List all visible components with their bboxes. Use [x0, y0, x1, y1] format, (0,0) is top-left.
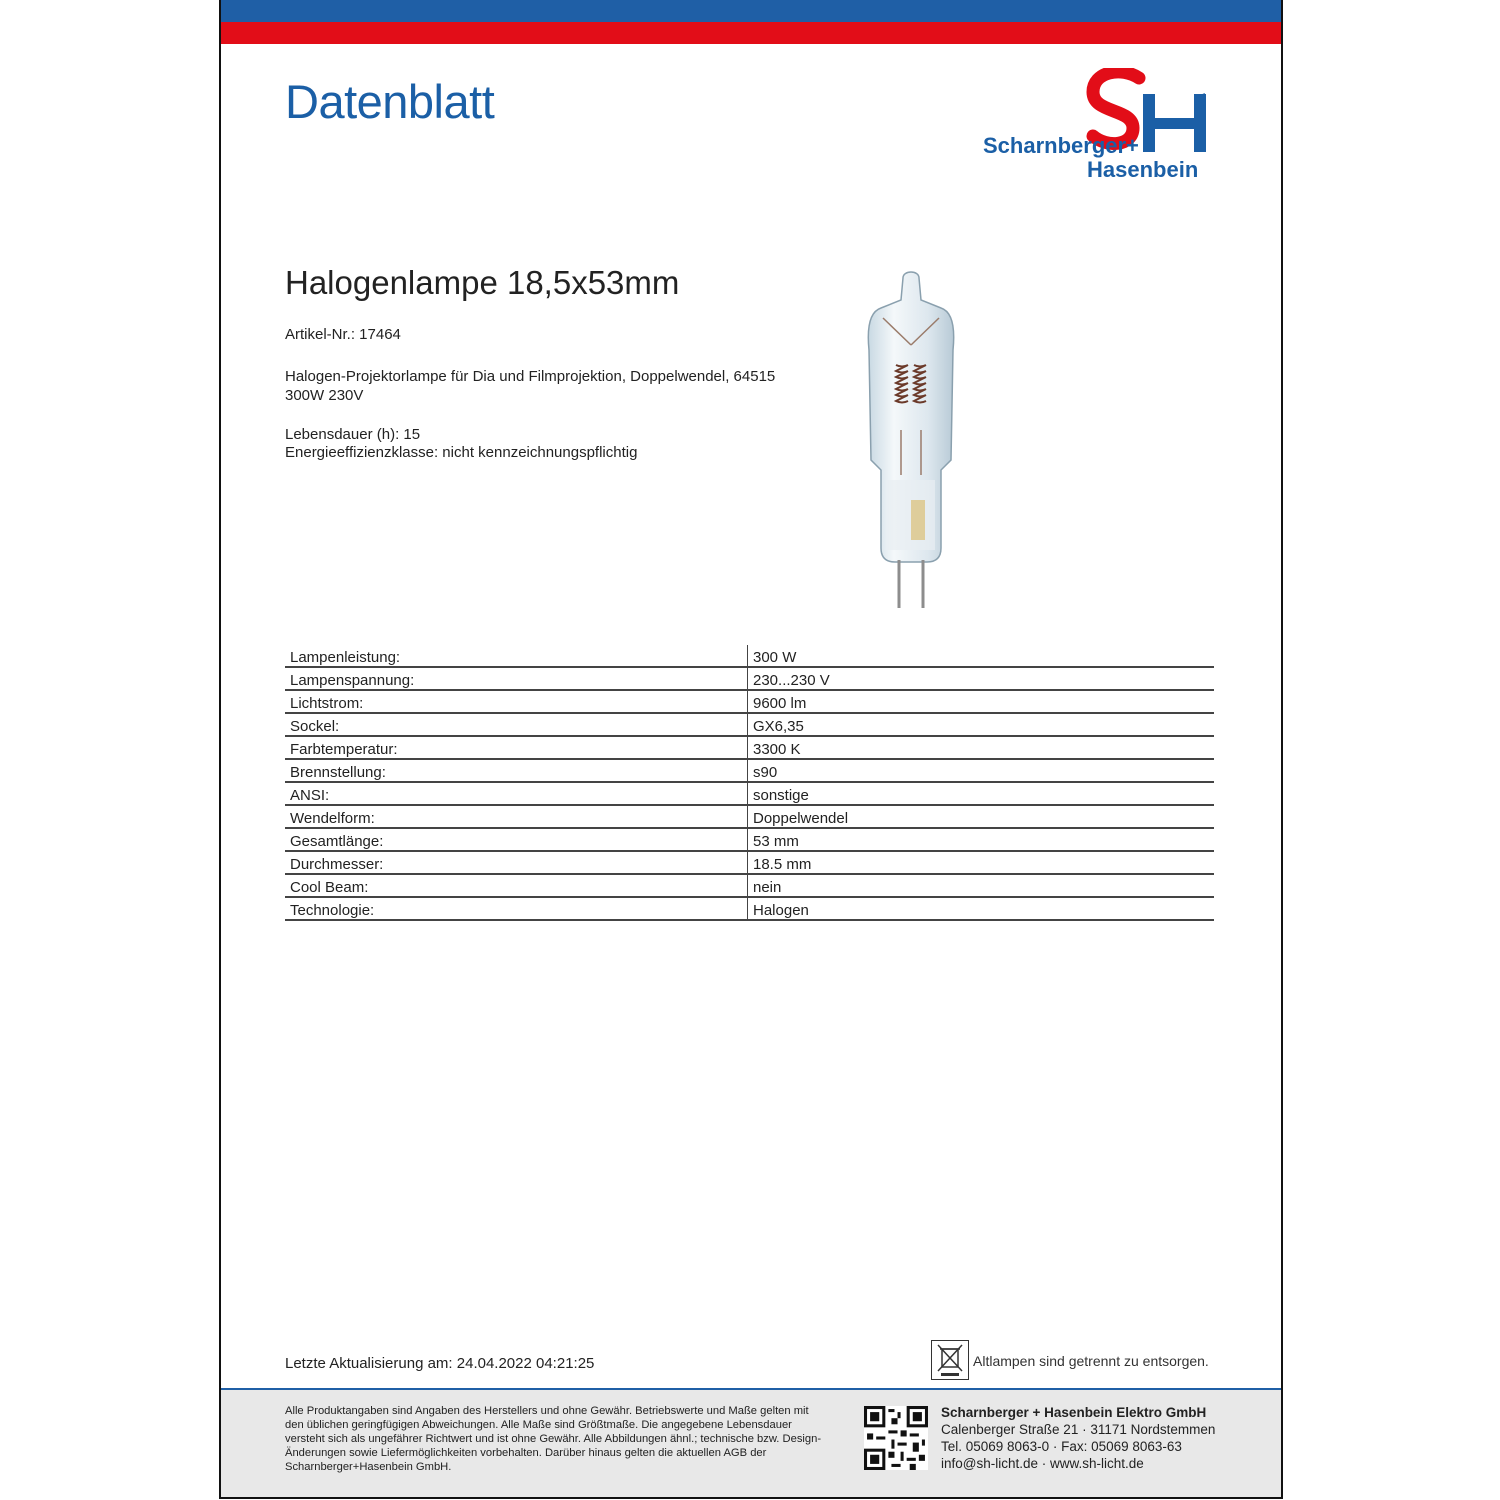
spec-value: 230...230 V [748, 667, 1215, 690]
last-updated: Letzte Aktualisierung am: 24.04.2022 04:21:25 [285, 1355, 595, 1372]
spec-row [285, 690, 1214, 713]
spec-row [285, 782, 1214, 805]
spec-value: 300 W [748, 645, 1215, 667]
spec-row [285, 759, 1214, 782]
lifetime-text: Lebensdauer (h): 15 [285, 426, 421, 443]
page-title: Datenblatt [285, 75, 495, 128]
spec-row [285, 667, 1214, 690]
product-attributes [285, 426, 637, 462]
logo-name-line2: Hasenbein [1087, 157, 1199, 182]
spec-label: Gesamtlänge: [285, 828, 748, 851]
spec-row [285, 713, 1214, 736]
article-number: Artikel-Nr.: 17464 [285, 326, 401, 343]
datasheet-page [219, 0, 1283, 1499]
spec-label: Sockel: [285, 713, 748, 736]
footer [221, 1388, 1281, 1499]
product-name: Halogenlampe 18,5x53mm [285, 264, 680, 301]
spec-row [285, 645, 1214, 667]
spec-label: Durchmesser: [285, 851, 748, 874]
spec-label: Wendelform: [285, 805, 748, 828]
spec-label: Lampenleistung: [285, 645, 748, 667]
spec-row [285, 805, 1214, 828]
header-band-red [221, 22, 1281, 44]
company-address: Calenberger Straße 21 · 31171 Nordstemmen [941, 1422, 1216, 1437]
spec-value: 3300 K [748, 736, 1215, 759]
spec-value: GX6,35 [748, 713, 1215, 736]
spec-value: Halogen [748, 897, 1215, 920]
spec-value: Doppelwendel [748, 805, 1215, 828]
spec-row [285, 897, 1214, 920]
spec-row [285, 736, 1214, 759]
weee-bin-icon [931, 1340, 969, 1380]
company-name: Scharnberger + Hasenbein Elektro GmbH [941, 1405, 1207, 1420]
logo-name-line1: Scharnberger+ [983, 133, 1139, 158]
spec-value: 9600 lm [748, 690, 1215, 713]
spec-row [285, 851, 1214, 874]
spec-row [285, 874, 1214, 897]
spec-value: 18.5 mm [748, 851, 1215, 874]
qr-code-icon [864, 1406, 928, 1470]
spec-label: Farbtemperatur: [285, 736, 748, 759]
spec-value: sonstige [748, 782, 1215, 805]
disposal-note: Altlampen sind getrennt zu entsorgen. [973, 1353, 1209, 1369]
spec-row [285, 828, 1214, 851]
company-web: info@sh-licht.de · www.sh-licht.de [941, 1456, 1144, 1471]
spec-label: Brennstellung: [285, 759, 748, 782]
spec-label: ANSI: [285, 782, 748, 805]
disclaimer-text: Alle Produktangaben sind Angaben des Herstellers und ohne Gewähr. Betriebswerte und Maße gelten mit den üblichen geringfügigen Abweichungen. Alle Maße sind Größtmaße. Die angegebene Lebensdauer versteht sich als ungefährer Richtwert und ist ohne Gewähr. Alle Abbildungen ähnl.; technische bzw. Design-Änderungen sowie Liefermöglichkeiten vorbehalten. Darüber hinaus gelten die aktuellen AGB der Scharnberger+Hasenbein GmbH. [285, 1405, 822, 1473]
spec-label: Lichtstrom: [285, 690, 748, 713]
spec-value: s90 [748, 759, 1215, 782]
spec-label: Technologie: [285, 897, 748, 920]
product-description: Halogen-Projektorlampe für Dia und Filmprojektion, Doppelwendel, 64515 300W 230V [285, 368, 776, 404]
spec-value: nein [748, 874, 1215, 897]
energy-class-text: Energieeffizienzklasse: nicht kennzeichnungspflichtig [285, 444, 638, 461]
spec-value: 53 mm [748, 828, 1215, 851]
spec-label: Cool Beam: [285, 874, 748, 897]
lamp-image [841, 270, 981, 615]
company-info [941, 1404, 1215, 1472]
spec-table [285, 645, 1214, 921]
company-phone: Tel. 05069 8063-0 · Fax: 05069 8063-63 [941, 1439, 1182, 1454]
spec-label: Lampenspannung: [285, 667, 748, 690]
header-band-blue [221, 0, 1281, 22]
